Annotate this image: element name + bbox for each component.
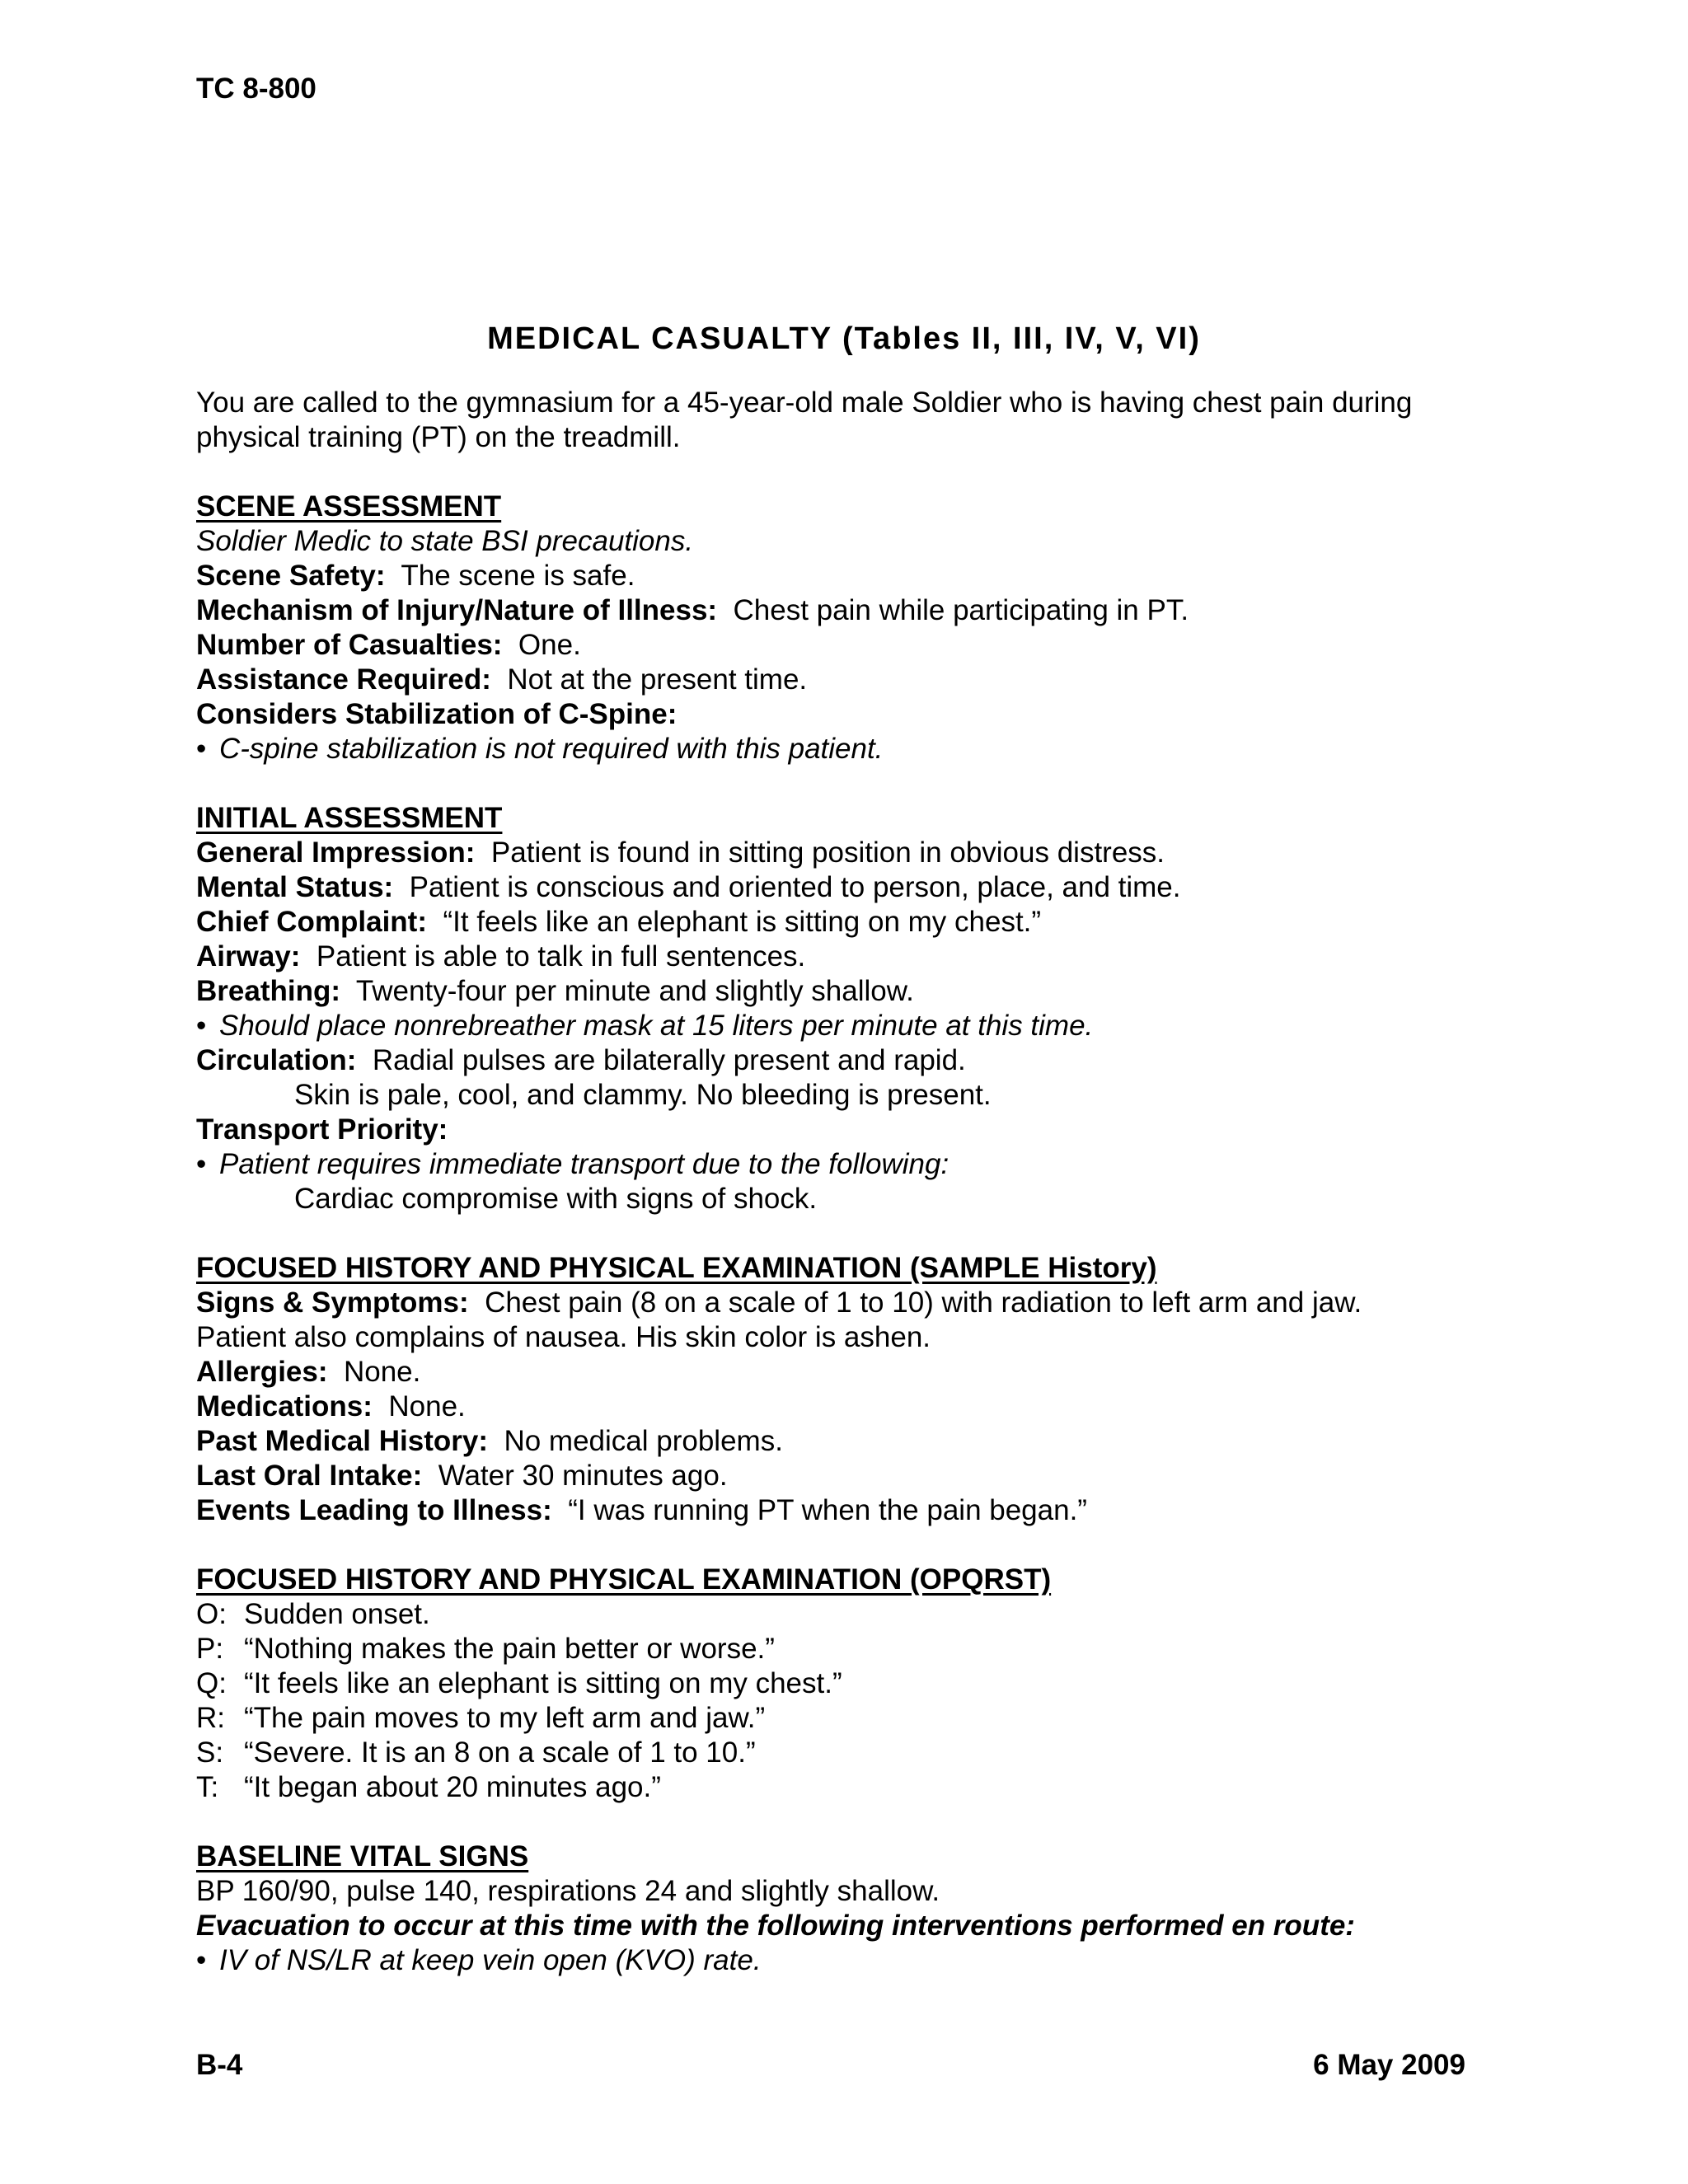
complaint-label: Chief Complaint:: [196, 906, 427, 938]
opqrst-text: Sudden onset.: [244, 1598, 430, 1630]
opqrst-letter: Q:: [196, 1667, 227, 1699]
complaint-line: [196, 905, 1515, 940]
allergies-line: [196, 1355, 1515, 1390]
cspine-bullet: [196, 732, 1515, 766]
transport-label: Transport Priority:: [196, 1113, 448, 1146]
opqrst-letter: P:: [196, 1633, 224, 1665]
transport-line: [196, 1113, 1515, 1147]
opqrst-item: [196, 1736, 1515, 1770]
opqrst-text: “Severe. It is an 8 on a scale of 1 to 10.”: [244, 1736, 756, 1769]
airway-line: [196, 940, 1515, 974]
intake-label: Last Oral Intake:: [196, 1460, 423, 1492]
publication-code: TC 8-800: [196, 73, 316, 105]
signs-label: Signs & Symptoms:: [196, 1286, 469, 1319]
opqrst-item: [196, 1701, 1515, 1736]
signs-value: Chest pain (8 on a scale of 1 to 10) with radiation to left arm and jaw.: [485, 1286, 1362, 1319]
circulation-value: Radial pulses are bilaterally present and rapid.: [372, 1044, 966, 1076]
medications-label: Medications:: [196, 1390, 373, 1422]
airway-label: Airway:: [196, 940, 301, 972]
events-line: [196, 1493, 1515, 1528]
circulation-label: Circulation:: [196, 1044, 357, 1076]
impression-label: General Impression:: [196, 837, 476, 869]
opqrst-letter: S:: [196, 1736, 224, 1769]
opqrst-item: [196, 1597, 1515, 1632]
casualties-line: [196, 628, 1515, 663]
circulation-line: [196, 1043, 1515, 1078]
moi-value: Chest pain while participating in PT.: [733, 594, 1189, 626]
signs-line-2: Patient also complains of nausea. His skin color is ashen.: [196, 1321, 931, 1353]
opqrst-item: [196, 1632, 1515, 1666]
intake-line: [196, 1459, 1515, 1493]
bsi-note: Soldier Medic to state BSI precautions.: [196, 525, 694, 557]
opqrst-letter: O:: [196, 1598, 227, 1630]
events-value: “I was running PT when the pain began.”: [568, 1494, 1087, 1526]
bullet-icon: •: [196, 733, 207, 765]
assistance-label: Assistance Required:: [196, 663, 491, 696]
intake-value: Water 30 minutes ago.: [438, 1460, 728, 1492]
scene-heading: SCENE ASSESSMENT: [196, 490, 502, 523]
vitals-section: [196, 1840, 1515, 1874]
impression-value: Patient is found in sitting position in obvious distress.: [490, 837, 1165, 869]
mental-value: Patient is conscious and oriented to person, place, and time.: [409, 871, 1181, 903]
breathing-bullet-text: Should place nonrebreather mask at 15 liters per minute at this time.: [219, 1010, 1094, 1042]
impression-line: [196, 836, 1515, 870]
cspine-line: [196, 697, 1515, 732]
breathing-label: Breathing:: [196, 975, 340, 1007]
initial-heading: INITIAL ASSESSMENT: [196, 802, 503, 834]
events-label: Events Leading to Illness:: [196, 1494, 552, 1526]
sample-heading: FOCUSED HISTORY AND PHYSICAL EXAMINATION (SAMPLE History): [196, 1252, 1157, 1284]
bullet-icon: •: [196, 1148, 207, 1180]
cspine-bullet-text: C-spine stabilization is not required with this patient.: [219, 733, 884, 765]
evacuation-note: Evacuation to occur at this time with the following interventions performed en route:: [196, 1910, 1355, 1942]
opqrst-section: [196, 1563, 1515, 1597]
transport-reason: Cardiac compromise with signs of shock.: [294, 1183, 818, 1215]
opqrst-text: “The pain moves to my left arm and jaw.”: [244, 1702, 766, 1734]
publication-date: 6 May 2009: [1313, 2049, 1465, 2081]
allergies-value: None.: [343, 1356, 421, 1388]
scene-section: [196, 490, 1515, 524]
signs-line: [196, 1286, 1515, 1320]
bullet-icon: •: [196, 1944, 207, 1976]
assistance-value: Not at the present time.: [507, 663, 808, 696]
pmh-label: Past Medical History:: [196, 1425, 488, 1457]
opqrst-text: “It feels like an elephant is sitting on my chest.”: [244, 1667, 842, 1699]
moi-line: [196, 593, 1515, 628]
page-number: B-4: [196, 2049, 243, 2081]
pmh-line: [196, 1424, 1515, 1459]
bullet-icon: •: [196, 1010, 207, 1042]
transport-bullet-text: Patient requires immediate transport due to the following:: [219, 1148, 950, 1180]
opqrst-letter: T:: [196, 1771, 219, 1803]
opqrst-text: “It began about 20 minutes ago.”: [244, 1771, 661, 1803]
breathing-bullet: [196, 1009, 1515, 1043]
medications-line: [196, 1390, 1515, 1424]
breathing-line: [196, 974, 1515, 1009]
complaint-value: “It feels like an elephant is sitting on my chest.”: [443, 906, 1042, 938]
opqrst-text: “Nothing makes the pain better or worse.”: [244, 1633, 775, 1665]
vitals-values: BP 160/90, pulse 140, respirations 24 and slightly shallow.: [196, 1875, 940, 1907]
circulation-line-2: Skin is pale, cool, and clammy. No bleeding is present.: [294, 1079, 992, 1111]
airway-value: Patient is able to talk in full sentences.: [316, 940, 806, 972]
casualties-label: Number of Casualties:: [196, 629, 503, 661]
casualties-value: One.: [518, 629, 581, 661]
opqrst-item: [196, 1666, 1515, 1701]
vitals-heading: BASELINE VITAL SIGNS: [196, 1840, 529, 1872]
opqrst-heading: FOCUSED HISTORY AND PHYSICAL EXAMINATION (OPQRST): [196, 1563, 1052, 1596]
sample-section: [196, 1251, 1515, 1286]
cspine-label: Considers Stabilization of C-Spine:: [196, 698, 678, 730]
intro-paragraph: You are called to the gymnasium for a 45-year-old male Soldier who is having chest pain during physical training (PT) on the treadmill.: [196, 387, 1413, 453]
breathing-value: Twenty-four per minute and slightly shallow.: [355, 975, 914, 1007]
document-body: [196, 490, 1515, 1978]
scene-safety-value: The scene is safe.: [401, 560, 635, 592]
iv-bullet: [196, 1943, 1515, 1978]
iv-bullet-text: IV of NS/LR at keep vein open (KVO) rate.: [219, 1944, 762, 1976]
mental-line: [196, 870, 1515, 905]
moi-label: Mechanism of Injury/Nature of Illness:: [196, 594, 718, 626]
transport-bullet: [196, 1147, 1515, 1182]
pmh-value: No medical problems.: [504, 1425, 783, 1457]
document-title: MEDICAL CASUALTY (Tables II, III, IV, V, VI): [487, 321, 1201, 356]
medications-value: None.: [388, 1390, 466, 1422]
opqrst-letter: R:: [196, 1702, 225, 1734]
scene-safety-line: [196, 559, 1515, 593]
scene-safety-label: Scene Safety:: [196, 560, 386, 592]
mental-label: Mental Status:: [196, 871, 394, 903]
assistance-line: [196, 663, 1515, 697]
allergies-label: Allergies:: [196, 1356, 328, 1388]
initial-section: [196, 801, 1515, 836]
opqrst-item: [196, 1770, 1515, 1805]
